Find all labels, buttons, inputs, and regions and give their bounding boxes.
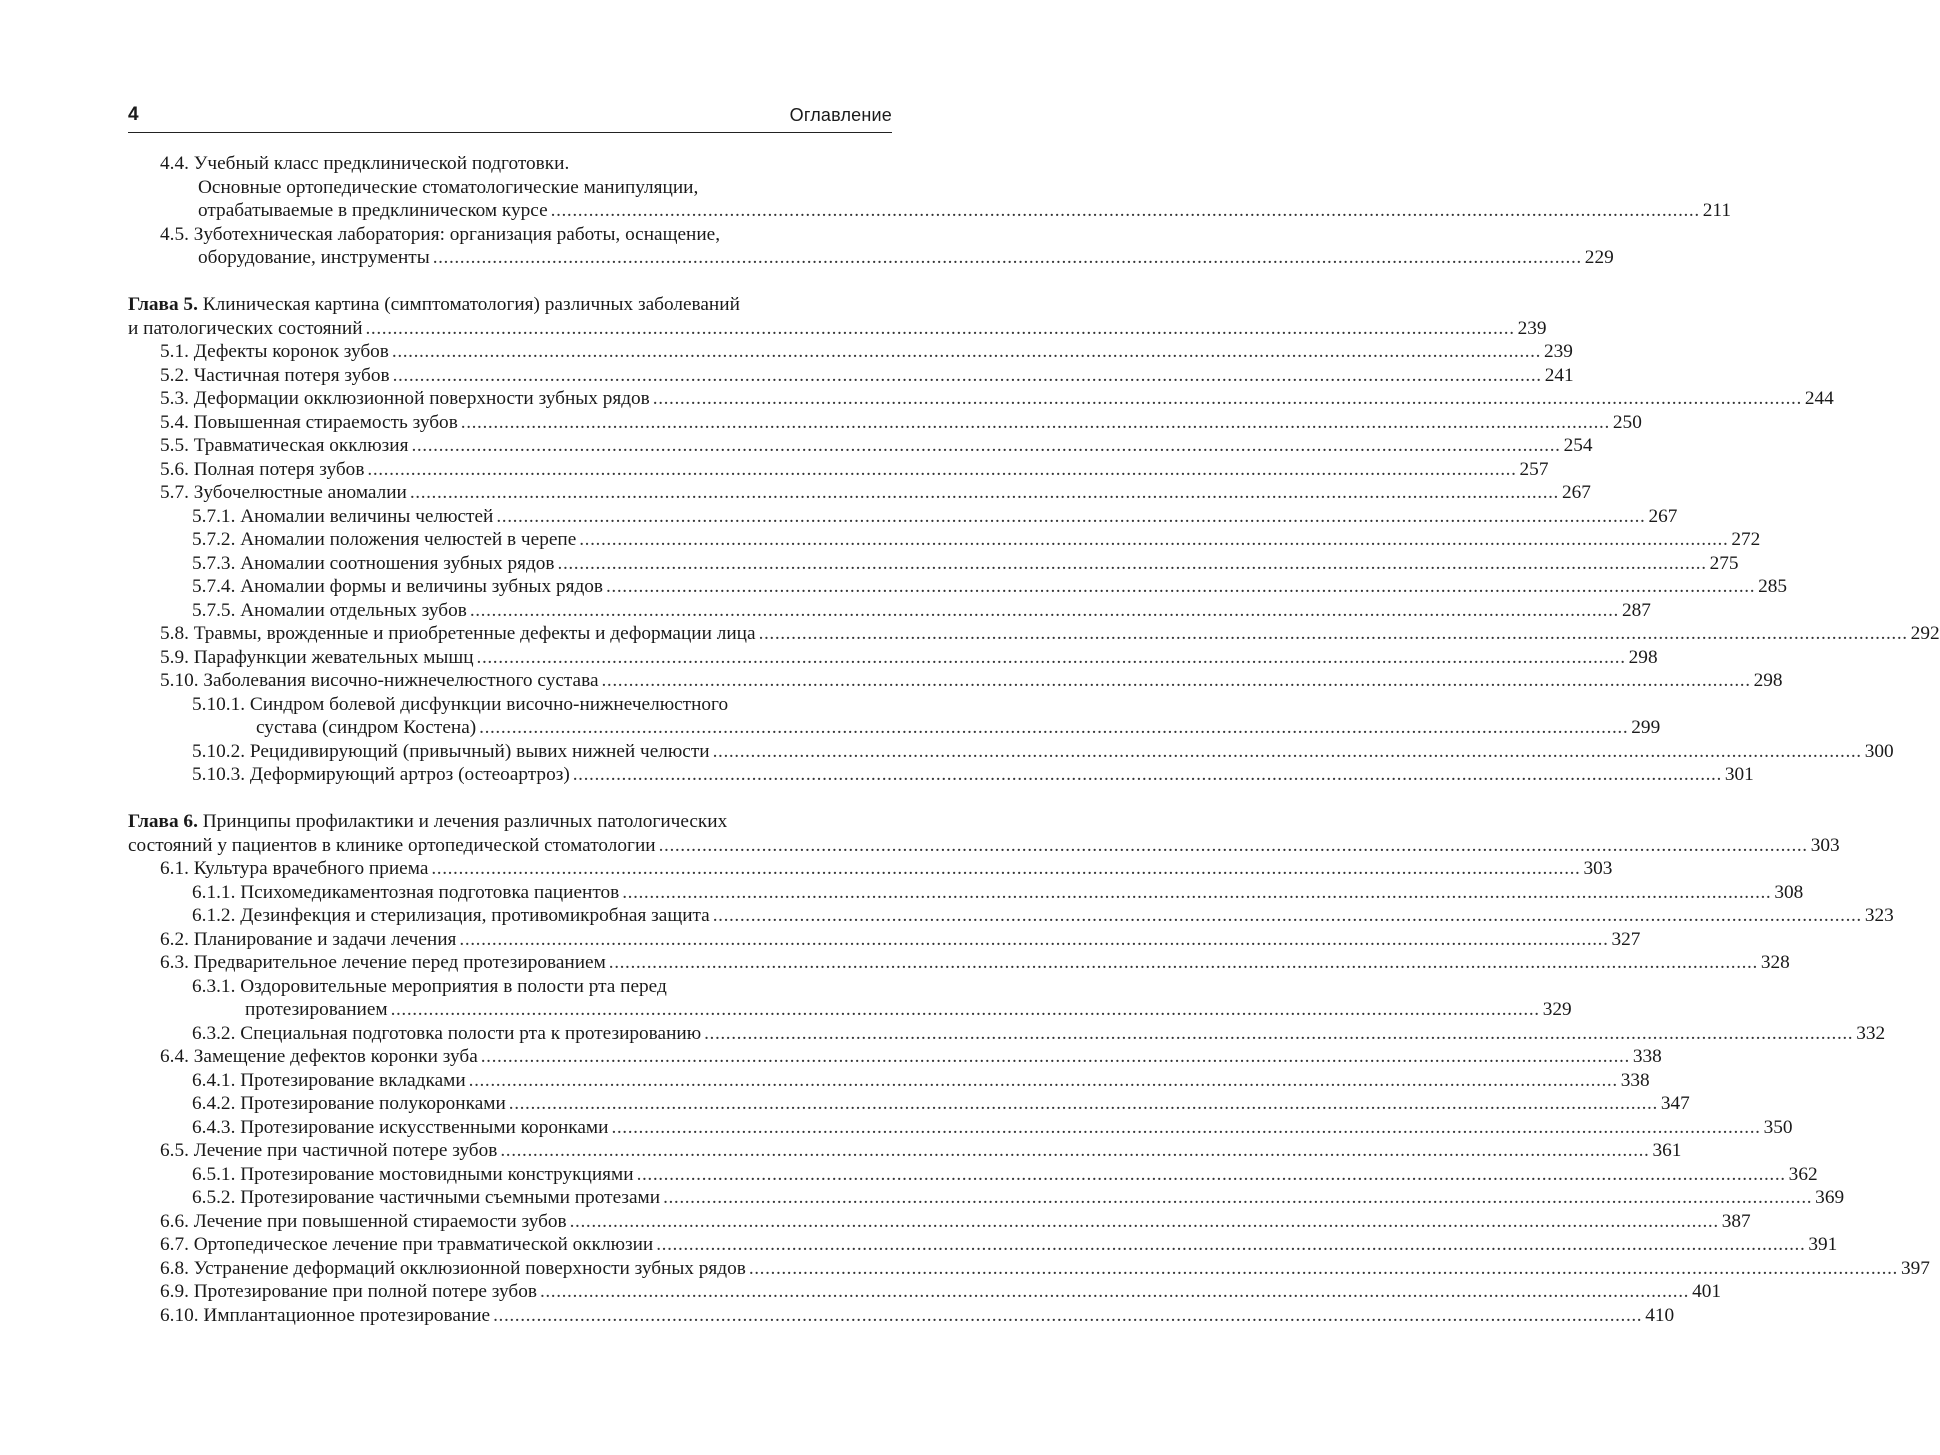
section-title: Оздоровительные мероприятия в полости рта перед xyxy=(240,975,667,997)
leader-dots xyxy=(500,1139,1649,1163)
section-title: Протезирование частичными съемными протезами xyxy=(240,1187,661,1208)
page-ref: 287 xyxy=(1621,599,1651,621)
section-title: Синдром болевой дисфункции височно-нижнечелюстного xyxy=(249,693,729,715)
section-number: 5.10.2. xyxy=(192,740,246,762)
toc-entry[interactable] xyxy=(128,1304,1675,1328)
toc-subentry[interactable] xyxy=(128,599,1651,623)
section-number: 6.4.2. xyxy=(192,1093,236,1114)
page-ref: 369 xyxy=(1815,1187,1845,1208)
section-title: Зуботехническая лаборатория: организация работы, оснащение, xyxy=(193,223,721,245)
page-ref: 329 xyxy=(1542,999,1572,1020)
leader-dots xyxy=(392,340,1541,364)
toc-subentry[interactable] xyxy=(128,1092,1690,1116)
toc-subentry-5-10-1-cont[interactable] xyxy=(128,716,1661,740)
toc-entry[interactable] xyxy=(128,1045,1662,1069)
section-title: Учебный класс предклинической подготовки. xyxy=(193,153,570,174)
toc-subentry[interactable] xyxy=(128,1163,1818,1187)
section-title: Парафункции жевательных мышц xyxy=(193,646,474,668)
section-gap xyxy=(128,787,892,811)
page-ref: 338 xyxy=(1632,1046,1662,1067)
page-ref: 292 xyxy=(1910,623,1940,644)
page-number: 4 xyxy=(128,104,139,125)
leader-dots xyxy=(579,528,1728,552)
page-ref: 250 xyxy=(1612,411,1642,433)
section-title: Травмы, врожденные и приобретенные дефекты и деформации лица xyxy=(193,623,756,644)
section-title: Полная потеря зубов xyxy=(193,458,365,480)
section-number: 6.6. xyxy=(160,1210,189,1232)
leader-dots xyxy=(461,411,1610,435)
page-ref: 338 xyxy=(1620,1069,1650,1091)
leader-dots xyxy=(602,669,1751,693)
page-ref: 267 xyxy=(1648,505,1678,527)
section-number: 6.5. xyxy=(160,1140,189,1161)
toc-entry[interactable] xyxy=(128,1257,1930,1281)
section-title: Зубочелюстные аномалии xyxy=(193,482,407,503)
leader-dots xyxy=(663,1186,1812,1210)
section-number: 6.8. xyxy=(160,1257,189,1279)
leader-dots xyxy=(622,881,1771,905)
section-title: Частичная потеря зубов xyxy=(193,364,390,386)
toc-chapter-6[interactable] xyxy=(128,810,892,834)
page-ref: 299 xyxy=(1631,717,1661,738)
section-title: Принципы профилактики и лечения различных патологических xyxy=(202,811,728,832)
section-number: 6.9. xyxy=(160,1281,189,1302)
toc-chapter-5[interactable] xyxy=(128,293,892,317)
page-ref: 300 xyxy=(1864,740,1894,762)
leader-dots xyxy=(659,834,1808,858)
page-ref: 275 xyxy=(1709,552,1739,574)
leader-dots xyxy=(551,199,1700,223)
toc-subentry-6-3-1-cont[interactable] xyxy=(128,998,1572,1022)
leader-dots xyxy=(459,928,1608,952)
section-number: 5.7.1. xyxy=(192,505,236,527)
section-title: Протезирование искусственными коронками xyxy=(240,1116,609,1138)
leader-dots xyxy=(570,1210,1719,1234)
leader-dots xyxy=(704,1022,1853,1046)
section-number: 5.4. xyxy=(160,411,189,433)
section-number: 6.2. xyxy=(160,928,189,950)
leader-dots xyxy=(410,481,1559,505)
section-title: Аномалии положения челюстей в черепе xyxy=(240,529,577,550)
leader-dots xyxy=(469,1069,1618,1093)
page-ref: 347 xyxy=(1660,1093,1690,1114)
toc-entry-4-4-cont xyxy=(128,176,892,200)
leader-dots xyxy=(366,317,1515,341)
leader-dots xyxy=(477,646,1626,670)
section-title: Протезирование мостовидными конструкциями xyxy=(240,1163,634,1185)
toc-entry-4-5-cont[interactable] xyxy=(128,246,1614,270)
section-title: протезированием xyxy=(245,999,388,1020)
section-title: Дезинфекция и стерилизация, противомикробная защита xyxy=(240,905,710,926)
leader-dots xyxy=(367,458,1516,482)
toc-entry[interactable] xyxy=(128,387,1834,411)
page-ref: 254 xyxy=(1563,435,1593,456)
toc-chapter-5-cont[interactable] xyxy=(128,317,1547,341)
section-number: 5.9. xyxy=(160,646,189,668)
leader-dots xyxy=(391,998,1540,1022)
toc-entry[interactable] xyxy=(128,669,1783,693)
page-ref: 267 xyxy=(1561,482,1591,503)
section-number: 5.10.3. xyxy=(192,764,246,785)
table-of-contents xyxy=(128,152,1940,1327)
page-header xyxy=(128,102,892,133)
section-title: Протезирование полукоронками xyxy=(240,1093,506,1114)
toc-entry[interactable] xyxy=(128,928,1641,952)
leader-dots xyxy=(479,716,1628,740)
page-ref: 241 xyxy=(1544,364,1574,386)
section-title: Лечение при повышенной стираемости зубов xyxy=(193,1210,567,1232)
leader-dots xyxy=(481,1045,1630,1069)
section-number: 6.5.2. xyxy=(192,1187,236,1208)
section-number: 5.7. xyxy=(160,482,189,503)
page-ref: 387 xyxy=(1721,1210,1751,1232)
toc-subentry-5-10-1[interactable] xyxy=(128,693,892,717)
page-ref: 239 xyxy=(1544,341,1573,362)
toc-entry-4-4[interactable] xyxy=(128,152,892,176)
page-ref: 285 xyxy=(1758,576,1788,597)
section-number: 6.3.1. xyxy=(192,975,236,997)
section-number: 5.5. xyxy=(160,435,189,456)
section-title: Деформирующий артроз (остеоартроз) xyxy=(249,764,570,785)
section-title: Основные ортопедические стоматологические манипуляции, xyxy=(198,176,699,198)
leader-dots xyxy=(749,1257,1898,1281)
chapter-label: Глава 5. xyxy=(128,294,198,315)
leader-dots xyxy=(393,364,1542,388)
toc-entry[interactable] xyxy=(128,622,1940,646)
leader-dots xyxy=(656,1233,1805,1257)
section-title: Устранение деформаций окклюзионной поверхности зубных рядов xyxy=(193,1257,746,1279)
section-gap xyxy=(128,270,892,294)
page-ref: 298 xyxy=(1628,646,1658,668)
toc-subentry[interactable] xyxy=(128,740,1894,764)
page-ref: 332 xyxy=(1856,1022,1886,1044)
page-ref: 391 xyxy=(1808,1234,1838,1255)
section-title: Рецидивирующий (привычный) вывих нижней челюсти xyxy=(249,740,710,762)
section-title: Аномалии величины челюстей xyxy=(240,505,494,527)
section-number: 5.8. xyxy=(160,623,189,644)
leader-dots xyxy=(540,1280,1689,1304)
leader-dots xyxy=(431,857,1580,881)
toc-entry[interactable] xyxy=(128,1210,1751,1234)
section-number: 6.1. xyxy=(160,858,189,879)
section-title: Предварительное лечение перед протезированием xyxy=(193,952,606,973)
page-ref: 244 xyxy=(1804,388,1834,409)
section-number: 6.1.2. xyxy=(192,905,236,926)
page-ref: 323 xyxy=(1864,905,1894,926)
leader-dots xyxy=(609,951,1758,975)
leader-dots xyxy=(611,1116,1760,1140)
section-title: и патологических состояний xyxy=(128,317,363,339)
page-ref: 350 xyxy=(1763,1116,1793,1138)
leader-dots xyxy=(509,1092,1658,1116)
section-title: Травматическая окклюзия xyxy=(193,435,409,456)
toc-subentry[interactable] xyxy=(128,763,1754,787)
leader-dots xyxy=(653,387,1802,411)
section-title: Клиническая картина (симптоматология) различных заболеваний xyxy=(202,294,740,315)
section-number: 6.4.3. xyxy=(192,1116,236,1138)
toc-subentry[interactable] xyxy=(128,1022,1886,1046)
toc-entry[interactable] xyxy=(128,340,1573,364)
page-ref: 211 xyxy=(1702,200,1731,221)
section-title: Деформации окклюзионной поверхности зубных рядов xyxy=(193,388,650,409)
section-title: Культура врачебного приема xyxy=(193,858,429,879)
leader-dots xyxy=(493,1304,1642,1328)
section-number: 6.4. xyxy=(160,1046,189,1067)
page-ref: 303 xyxy=(1810,834,1840,856)
toc-entry[interactable] xyxy=(128,481,1591,505)
leader-dots xyxy=(470,599,1619,623)
section-title: Дефекты коронок зубов xyxy=(193,341,389,362)
toc-subentry[interactable] xyxy=(128,881,1804,905)
section-title: Протезирование вкладками xyxy=(240,1069,466,1091)
section-number: 6.4.1. xyxy=(192,1069,236,1091)
leader-dots xyxy=(496,505,1645,529)
leader-dots xyxy=(713,904,1862,928)
page-ref: 361 xyxy=(1652,1140,1682,1161)
section-title: Психомедикаментозная подготовка пациентов xyxy=(240,881,620,903)
page-ref: 397 xyxy=(1900,1257,1930,1279)
running-title: Оглавление xyxy=(789,105,892,125)
toc-subentry[interactable] xyxy=(128,552,1739,576)
leader-dots xyxy=(759,622,1908,646)
section-title: Аномалии формы и величины зубных рядов xyxy=(240,576,604,597)
section-title: Повышенная стираемость зубов xyxy=(193,411,458,433)
toc-entry[interactable] xyxy=(128,1280,1721,1304)
section-number: 5.2. xyxy=(160,364,189,386)
toc-subentry[interactable] xyxy=(128,1186,1845,1210)
toc-entry[interactable] xyxy=(128,951,1790,975)
chapter-label: Глава 6. xyxy=(128,811,198,832)
page-ref: 298 xyxy=(1753,670,1783,691)
section-number: 6.7. xyxy=(160,1234,189,1255)
toc-entry[interactable] xyxy=(128,646,1658,670)
section-number: 5.7.5. xyxy=(192,599,236,621)
section-title: отрабатываемые в предклиническом курсе xyxy=(198,200,548,221)
section-number: 5.10.1. xyxy=(192,693,246,715)
section-title: Специальная подготовка полости рта к протезированию xyxy=(240,1022,702,1044)
toc-entry[interactable] xyxy=(128,857,1613,881)
toc-entry-4-5[interactable] xyxy=(128,223,892,247)
section-number: 5.3. xyxy=(160,388,189,409)
toc-subentry[interactable] xyxy=(128,1069,1650,1093)
toc-entry[interactable] xyxy=(128,411,1642,435)
section-number: 4.5. xyxy=(160,223,189,245)
section-title: сустава (синдром Костена) xyxy=(256,717,477,738)
section-number: 4.4. xyxy=(160,153,189,174)
leader-dots xyxy=(558,552,1707,576)
page-ref: 362 xyxy=(1788,1163,1818,1185)
section-title: Имплантационное протезирование xyxy=(203,1304,491,1326)
toc-chapter-6-cont[interactable] xyxy=(128,834,1840,858)
section-number: 6.10. xyxy=(160,1304,199,1326)
section-number: 6.5.1. xyxy=(192,1163,236,1185)
section-number: 5.7.3. xyxy=(192,552,236,574)
section-number: 5.7.4. xyxy=(192,576,236,597)
section-number: 5.10. xyxy=(160,670,199,691)
section-title: Замещение дефектов коронки зуба xyxy=(193,1046,478,1067)
toc-entry[interactable] xyxy=(128,434,1593,458)
page-ref: 239 xyxy=(1517,317,1547,339)
toc-subentry[interactable] xyxy=(128,505,1678,529)
leader-dots xyxy=(637,1163,1786,1187)
toc-subentry-6-3-1[interactable] xyxy=(128,975,892,999)
section-number: 6.1.1. xyxy=(192,881,236,903)
section-number: 5.6. xyxy=(160,458,189,480)
toc-subentry[interactable] xyxy=(128,575,1788,599)
section-number: 6.3. xyxy=(160,952,189,973)
toc-entry[interactable] xyxy=(128,1139,1682,1163)
leader-dots xyxy=(411,434,1560,458)
toc-entry-4-4-cont[interactable] xyxy=(128,199,1731,223)
page-ref: 229 xyxy=(1584,247,1614,268)
leader-dots xyxy=(606,575,1755,599)
toc-entry[interactable] xyxy=(128,458,1549,482)
section-number: 6.3.2. xyxy=(192,1022,236,1044)
section-title: Ортопедическое лечение при травматической окклюзии xyxy=(193,1234,654,1255)
page-ref: 327 xyxy=(1611,928,1641,950)
leader-dots xyxy=(433,246,1582,270)
page-ref: 328 xyxy=(1760,952,1790,973)
page-ref: 272 xyxy=(1731,529,1761,550)
page-ref: 301 xyxy=(1724,764,1754,785)
page-ref: 401 xyxy=(1692,1281,1721,1302)
section-number: 5.7.2. xyxy=(192,529,236,550)
page-ref: 410 xyxy=(1645,1304,1675,1326)
page-ref: 303 xyxy=(1583,858,1613,879)
section-title: Аномалии соотношения зубных рядов xyxy=(240,552,555,574)
section-title: Лечение при частичной потере зубов xyxy=(193,1140,498,1161)
section-number: 5.1. xyxy=(160,341,189,362)
section-title: Аномалии отдельных зубов xyxy=(240,599,467,621)
toc-subentry[interactable] xyxy=(128,528,1761,552)
toc-subentry[interactable] xyxy=(128,1116,1793,1140)
page-ref: 308 xyxy=(1774,881,1804,903)
section-title: оборудование, инструменты xyxy=(198,247,430,268)
section-title: состояний у пациентов в клинике ортопедической стоматологии xyxy=(128,834,656,856)
toc-entry[interactable] xyxy=(128,364,1574,388)
toc-subentry[interactable] xyxy=(128,904,1894,928)
toc-entry[interactable] xyxy=(128,1233,1838,1257)
section-title: Протезирование при полной потере зубов xyxy=(193,1281,537,1302)
section-title: Заболевания височно-нижнечелюстного сустава xyxy=(203,670,599,691)
leader-dots xyxy=(573,763,1722,787)
section-title: Планирование и задачи лечения xyxy=(193,928,457,950)
page-ref: 257 xyxy=(1519,458,1549,480)
leader-dots xyxy=(713,740,1862,764)
